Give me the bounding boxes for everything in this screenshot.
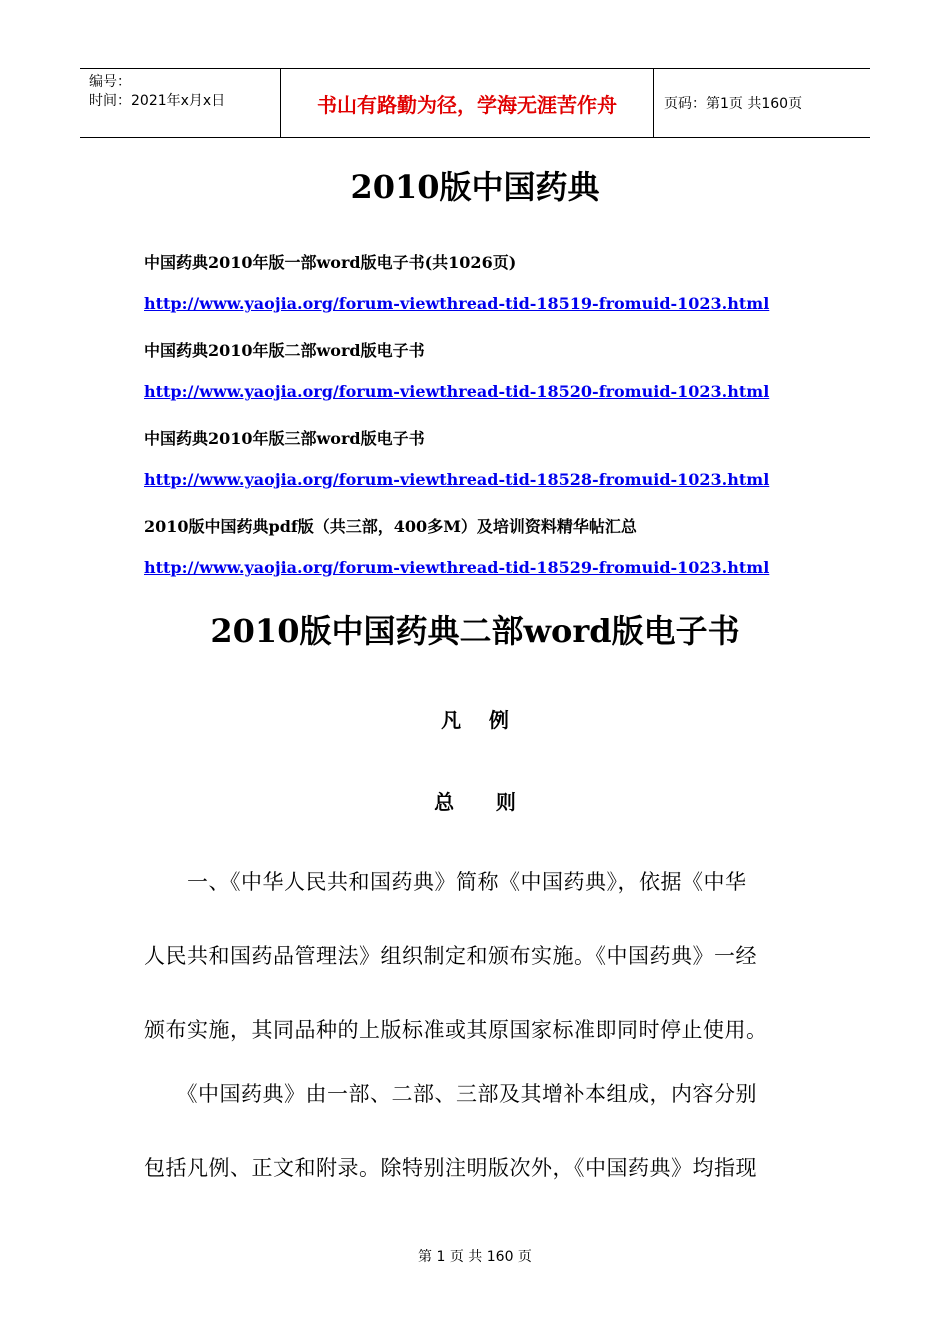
section-title: 2010版中国药典二部word版电子书 [210, 612, 740, 650]
link-label-1: 中国药典2010年版一部word版电子书(共1026页) [144, 253, 517, 272]
general-heading: 总 则 [434, 790, 516, 814]
header-meta-cell [80, 69, 281, 137]
paragraph-line: 《中国药典》由一部、二部、三部及其增补本组成，内容分别 [144, 1082, 757, 1106]
paragraph-line: 包括凡例、正文和附录。除特别注明版次外，《中国药典》均指现 [144, 1156, 757, 1180]
header-page-info: 页码：第1页 共160页 [664, 96, 803, 112]
link-label-2: 中国药典2010年版二部word版电子书 [144, 341, 425, 360]
header-time-label: 时间：2021年x月x日 [89, 93, 226, 109]
paragraph-line: 颁布实施，其同品种的上版标准或其原国家标准即同时停止使用。 [144, 1018, 768, 1042]
header-number-label: 编号： [89, 74, 131, 90]
link-label-3: 中国药典2010年版三部word版电子书 [144, 429, 425, 448]
page-footer: 第 1 页 共 160 页 [418, 1249, 532, 1265]
document-header [80, 68, 870, 138]
paragraph-line: 人民共和国药品管理法》组织制定和颁布实施。《中国药典》一经 [144, 944, 757, 968]
fanli-heading: 凡 例 [441, 708, 509, 732]
link-url-2[interactable]: http://www.yaojia.org/forum-viewthread-tid-18520-fromuid-1023.html [144, 382, 770, 401]
link-url-4[interactable]: http://www.yaojia.org/forum-viewthread-tid-18529-fromuid-1023.html [144, 558, 770, 577]
page-title: 2010版中国药典 [350, 168, 600, 206]
paragraph-line: 一、《中华人民共和国药典》简称《中国药典》，依据《中华 [144, 870, 747, 894]
link-url-3[interactable]: http://www.yaojia.org/forum-viewthread-tid-18528-fromuid-1023.html [144, 470, 770, 489]
link-label-4: 2010版中国药典pdf版（共三部，400多M）及培训资料精华帖汇总 [144, 517, 637, 536]
header-motto: 书山有路勤为径，学海无涯苦作舟 [281, 69, 654, 137]
link-url-1[interactable]: http://www.yaojia.org/forum-viewthread-tid-18519-fromuid-1023.html [144, 294, 770, 313]
